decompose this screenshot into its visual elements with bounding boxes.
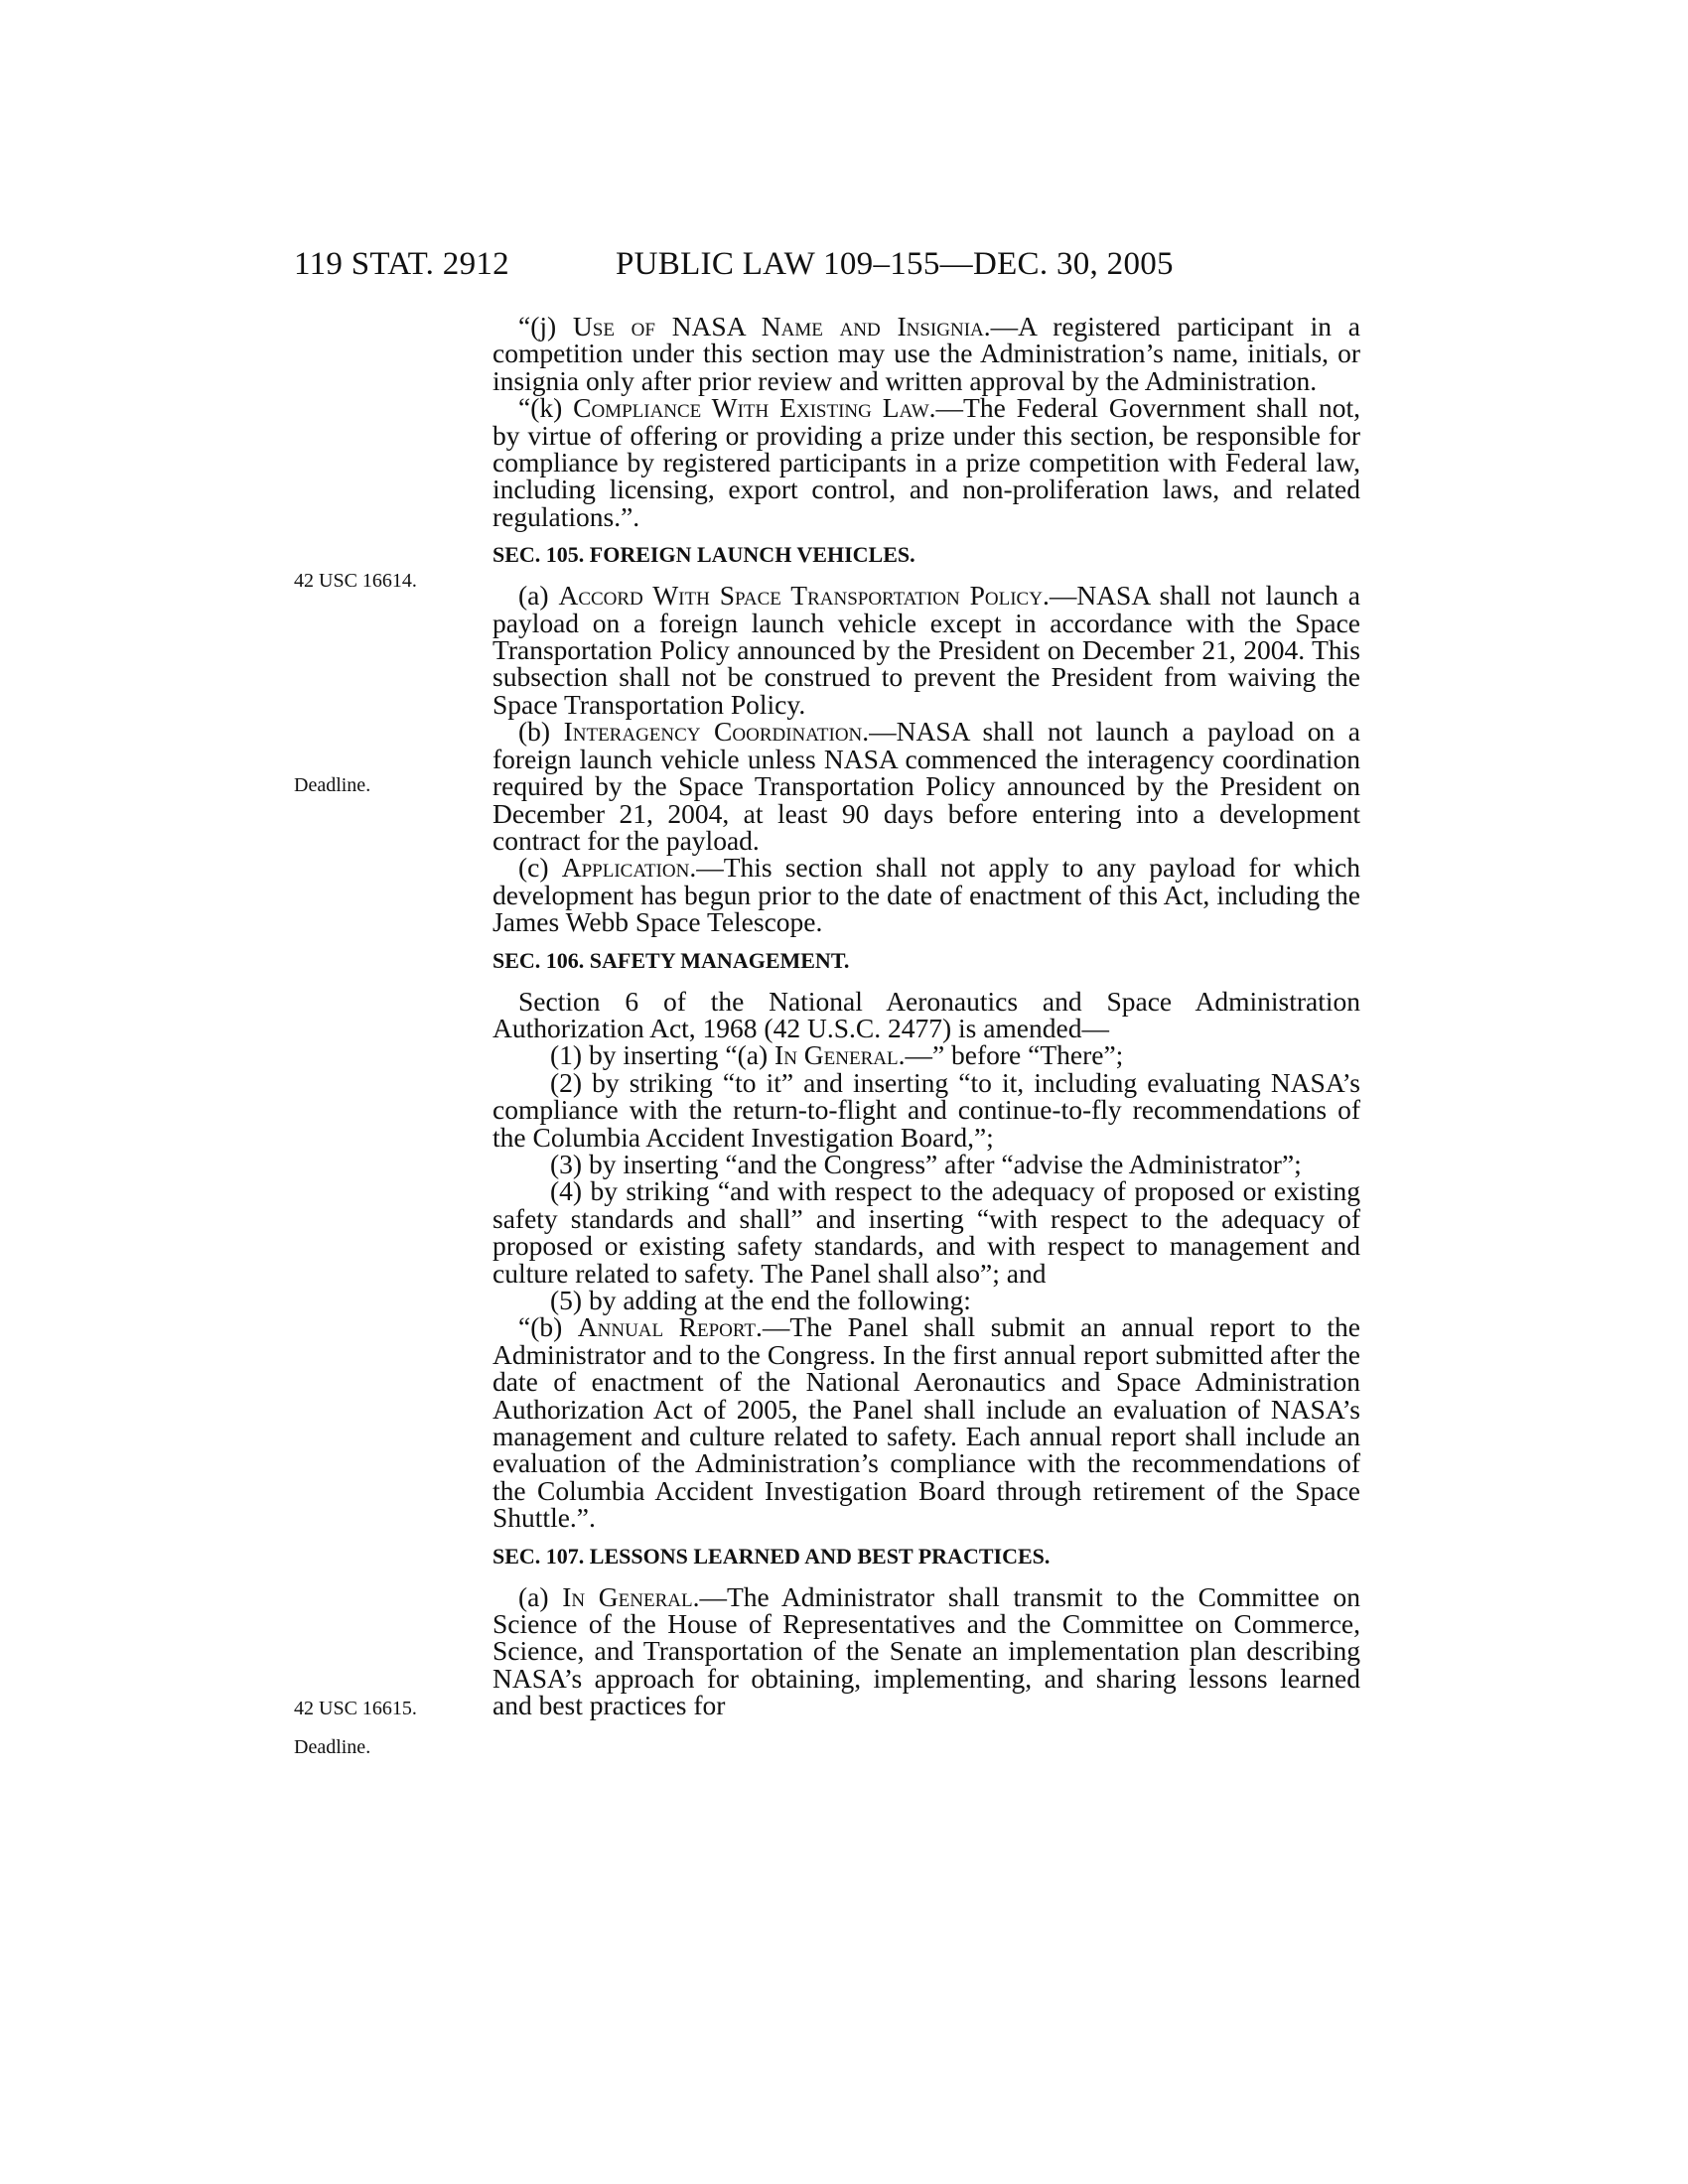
section-107-title: SEC. 107. LESSONS LEARNED AND BEST PRACTICES. [492, 1543, 1051, 1569]
statute-body [492, 313, 1360, 1719]
amendment-2: (2) by striking “to it” and inserting “to it, including evaluating NASA’s compliance with the return-to-flight and continue-to-fly recommendations of the Columbia Accident Investigation Board,”; [492, 1066, 1360, 1153]
amendment-3: (3) by inserting “and the Congress” after “advise the Administrator”; [550, 1148, 1302, 1179]
heading-use-of-nasa-name: Use of NASA Name and Insignia. [572, 311, 991, 341]
heading-in-general: In General. [562, 1580, 700, 1612]
amendment-5: (5) by adding at the end the following: [550, 1285, 971, 1315]
page-stat-number: 119 STAT. 2912 [294, 246, 509, 282]
heading-interagency: Interagency Coordination. [563, 716, 870, 748]
section-105-c: (c) Application.—This section shall not apply to any payload for which development has begun prior to the date of enactment of this Act, including the James Webb Space Telescope. [492, 852, 1360, 938]
section-105-title: SEC. 105. FOREIGN LAUNCH VEHICLES. [492, 542, 915, 568]
heading-annual-report: Annual Report. [577, 1311, 763, 1343]
section-105-b: (b) Interagency Coordination.—NASA shall not launch a payload on a foreign launch vehicle unless NASA commenced the interagency coordination required by the Space Transportation Policy announced by the President on December 21, 2004, at least 90 days before entering into a development contract for the payload. [492, 716, 1360, 856]
paragraph-k: “(k) Compliance With Existing Law.—The Federal Government shall not, by virtue of offering or providing a prize under this section, be responsible for compliance by registered participants in a prize competition with Federal law, including licensing, export control, and non-proliferation laws, and related regulations.”. [492, 392, 1360, 532]
amendment-1: (1) by inserting “(a) In General.—” before “There”; [550, 1039, 1124, 1071]
section-106-title: SEC. 106. SAFETY MANAGEMENT. [492, 947, 850, 973]
margin-note-deadline-107: Deadline. [294, 1736, 371, 1758]
running-header: PUBLIC LAW 109–155—DEC. 30, 2005 [616, 246, 1174, 282]
section-107-a: (a) In General.—The Administrator shall transmit to the Committee on Science of the House of Representatives and the Committee on Commerce, Science, and Transportation of the Senate an implementation plan describing NASA’s approach for obtaining, implementing, and sharing lessons learned and best practices for [492, 1580, 1361, 1721]
heading-accord: Accord With Space Transportation Policy. [558, 580, 1050, 612]
margin-note-usc-16614: 42 USC 16614. [294, 570, 417, 592]
margin-note-deadline: Deadline. [294, 774, 371, 796]
paragraph-j: “(j) Use of NASA Name and Insignia.—A registered participant in a competition under this section may use the Administration’s name, initials, or insignia only after prior review and written approval by the Administration. [492, 311, 1360, 396]
annual-report-paragraph: “(b) Annual Report.—The Panel shall submit an annual report to the Administrator and to the Congress. In the first annual report submitted after the date of enactment of the National Aeronautics and Space Administration Authorization Act of 2005, the Panel shall include an evaluation of NASA’s management and culture related to safety. Each annual report shall include an evaluation of the Administration’s compliance with the recommendations of the Columbia Accident Investigation Board through retirement of the Space Shuttle.”. [492, 1311, 1360, 1534]
amendment-4: (4) by striking “and with respect to the adequacy of proposed or existing safety standards and shall” and inserting “with respect to the adequacy of proposed or existing safety standards, and with respect to management and culture related to safety. The Panel shall also”; and [492, 1175, 1360, 1289]
heading-compliance: Compliance With Existing Law. [573, 392, 936, 424]
section-106-intro: Section 6 of the National Aeronautics and Space Administration Authorization Act, 1968 (42 U.S.C. 2477) is amended— [492, 985, 1360, 1043]
heading-application: Application. [561, 852, 697, 884]
margin-note-usc-16615: 42 USC 16615. [294, 1698, 417, 1719]
section-105-a: (a) Accord With Space Transportation Policy.—NASA shall not launch a payload on a foreign launch vehicle except in accordance with the Space Transportation Policy announced by the President on December 21, 2004. This subsection shall not be construed to prevent the President from waiving the Space Transportation Policy. [492, 580, 1360, 720]
